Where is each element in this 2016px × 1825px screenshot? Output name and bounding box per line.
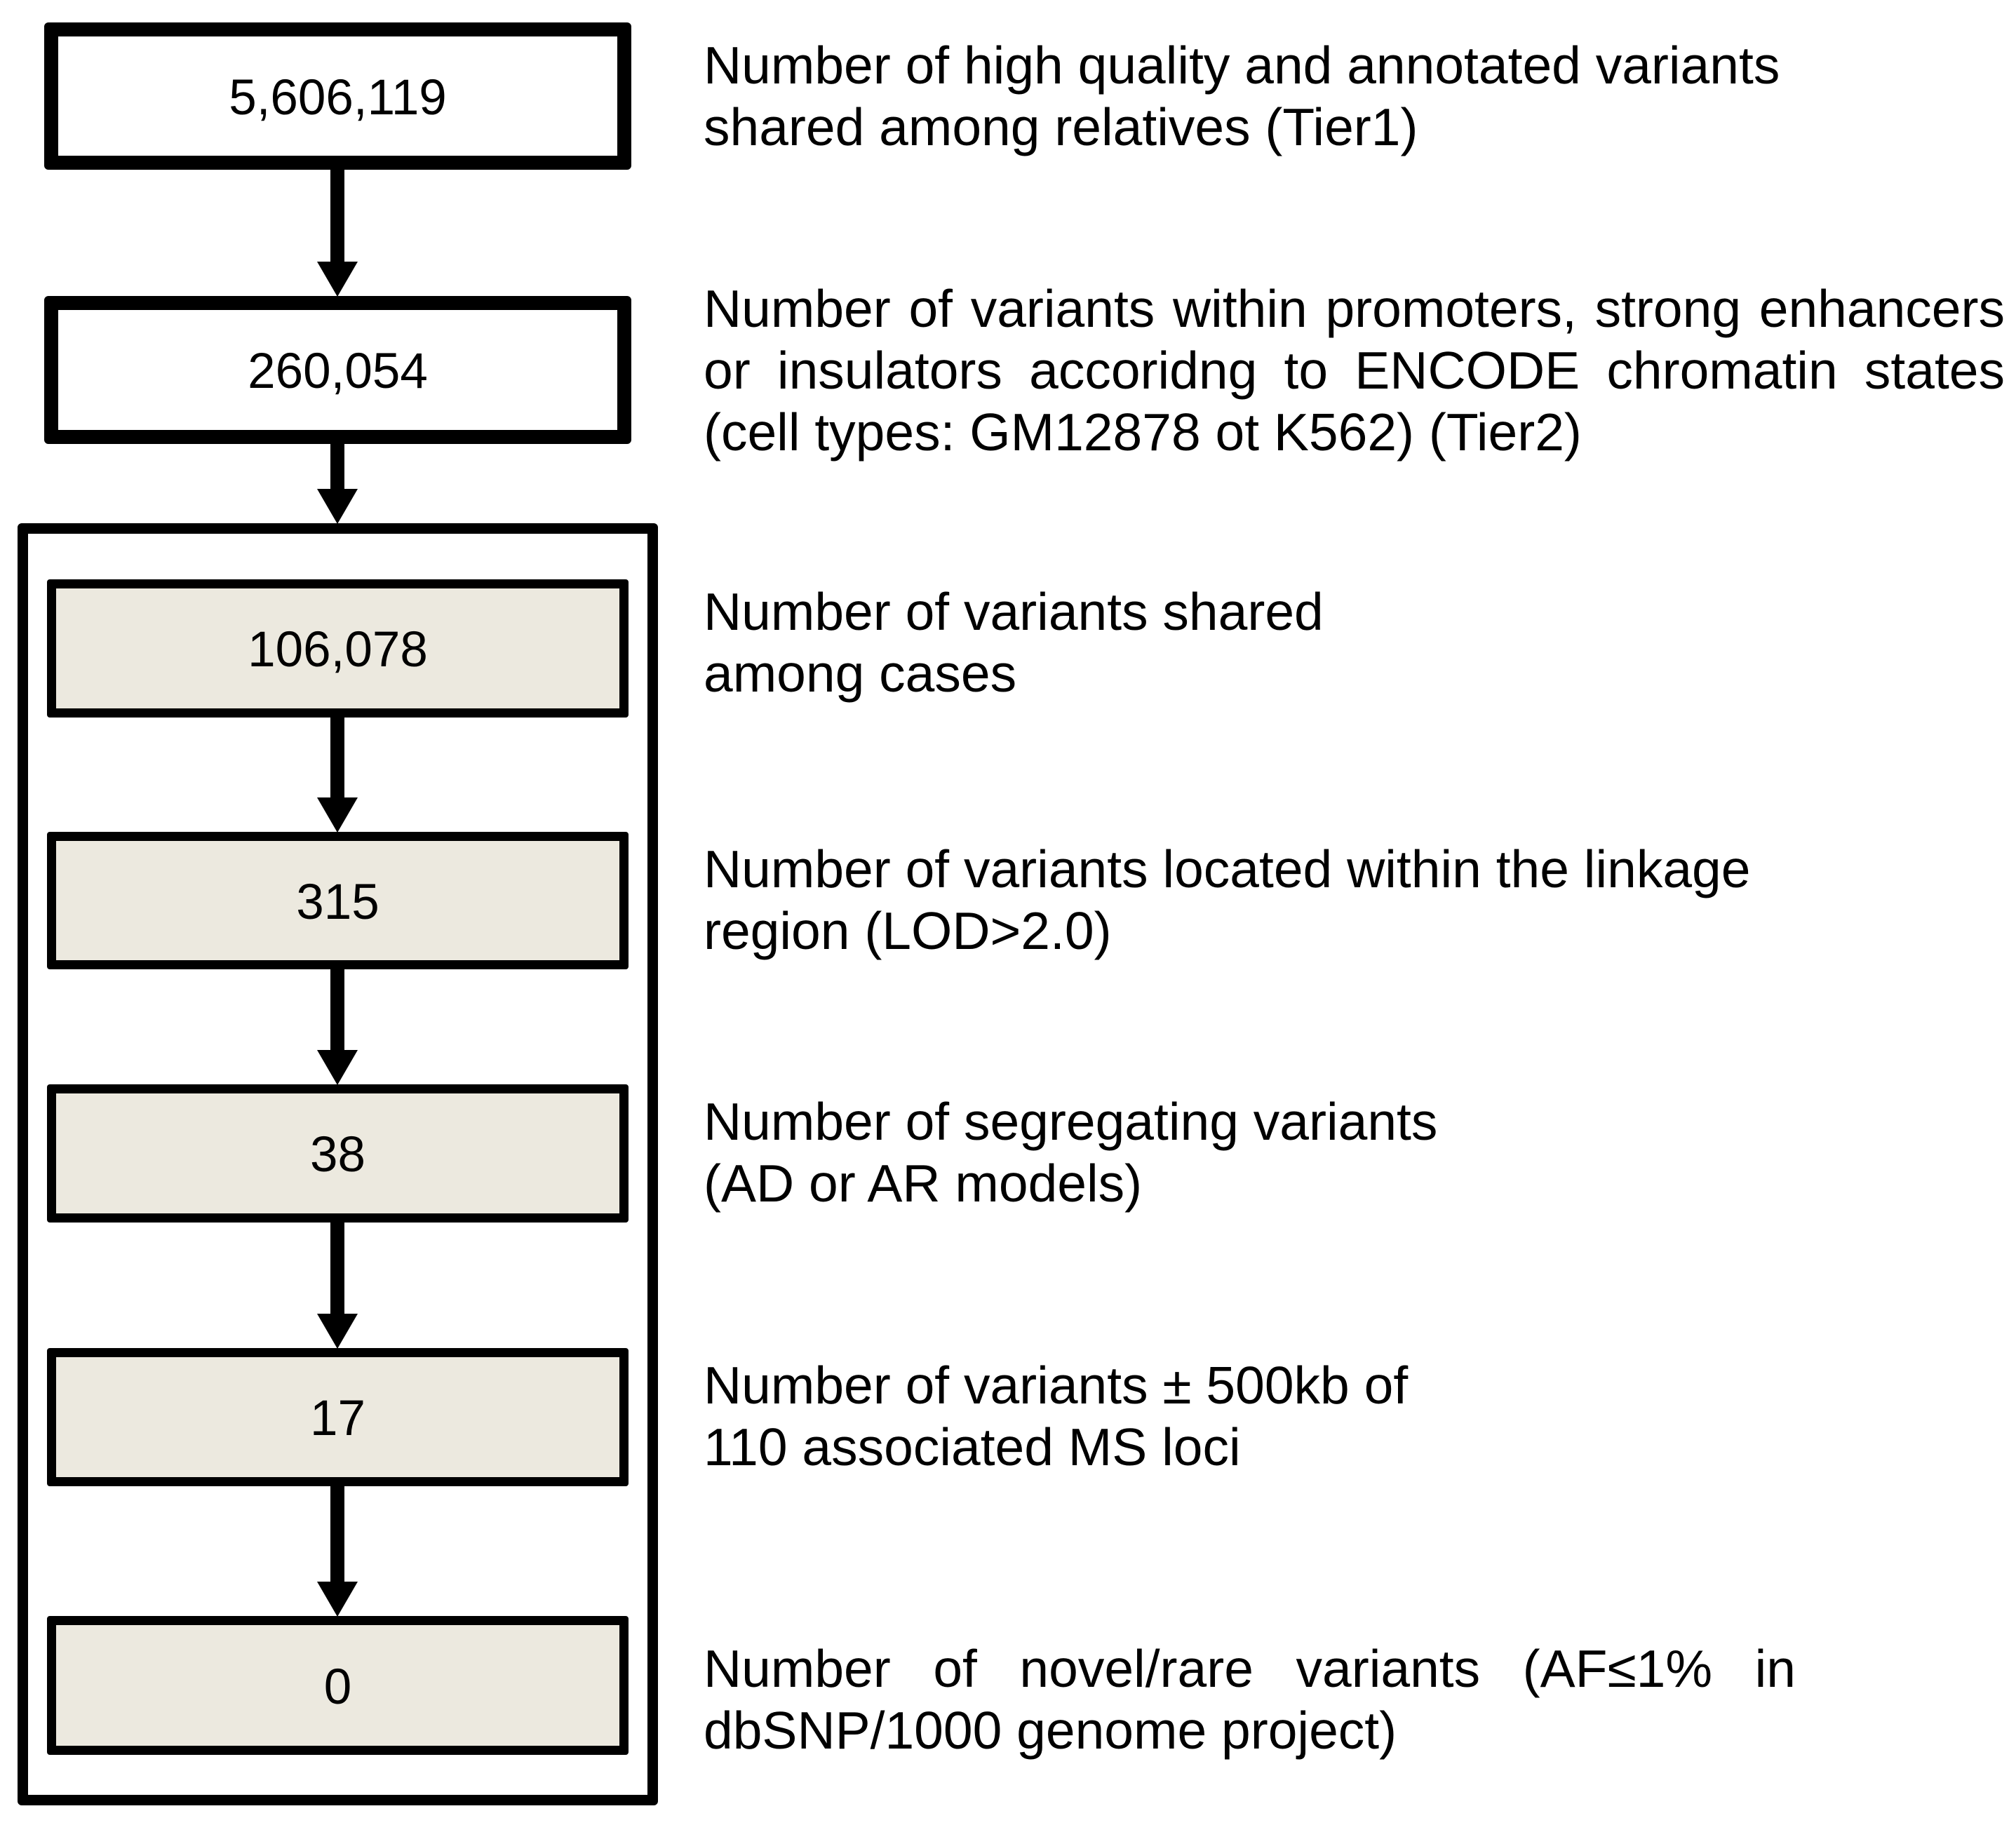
step-value: 38	[310, 1127, 365, 1183]
description-line: Number of variants located within the linkage	[704, 840, 1751, 898]
step-value: 17	[310, 1391, 365, 1446]
description-line: (cell types: GM12878 ot K562) (Tier2)	[704, 403, 1582, 462]
description-line: 110 associated MS loci	[704, 1417, 1241, 1476]
description-line: Number of variants ± 500kb of	[704, 1356, 1409, 1415]
flow-box-tier2	[44, 296, 631, 444]
down-arrow-icon	[317, 717, 358, 833]
description-line: region (LOD>2.0)	[704, 901, 1112, 960]
step-value: 106,078	[248, 622, 428, 678]
description-line: Number of segregating variants	[704, 1092, 1438, 1151]
description-line: dbSNP/1000 genome project)	[704, 1701, 1397, 1760]
step-description-novel-rare	[704, 1638, 1796, 1761]
flow-box-linkage-region	[47, 832, 629, 969]
step-description-tier2	[704, 278, 2005, 463]
step-description-ms-loci	[704, 1354, 1408, 1478]
description-line: or insulators accoridng to ENCODE chromatin states	[704, 341, 2005, 400]
description-line: Number of novel/rare variants (AF≤1% in	[704, 1639, 1796, 1698]
description-line: shared among relatives (Tier1)	[704, 97, 1418, 156]
down-arrow-icon	[317, 1486, 358, 1617]
step-value: 315	[296, 874, 379, 930]
step-value: 0	[323, 1659, 352, 1715]
flow-box-shared-cases	[47, 579, 629, 718]
step-description-segregating	[704, 1091, 1437, 1214]
description-line: among cases	[704, 644, 1017, 703]
description-line: (AD or AR models)	[704, 1154, 1143, 1213]
description-line: Number of high quality and annotated variants	[704, 36, 1780, 95]
step-value: 260,054	[248, 344, 428, 399]
step-description-shared-cases	[704, 581, 1324, 704]
step-description-linkage-region	[704, 838, 1750, 962]
description-line: Number of variants within promoters, strong enhancers	[704, 279, 2005, 338]
down-arrow-icon	[317, 169, 358, 297]
description-line: Number of variants shared	[704, 582, 1324, 641]
step-value: 5,606,119	[229, 69, 447, 126]
step-description-tier1	[704, 34, 1780, 158]
flow-box-tier1	[44, 22, 631, 170]
down-arrow-icon	[317, 969, 358, 1085]
down-arrow-icon	[317, 1222, 358, 1349]
down-arrow-icon	[317, 443, 358, 524]
flow-box-segregating	[47, 1084, 629, 1223]
flow-box-novel-rare	[47, 1616, 629, 1755]
flow-box-ms-loci	[47, 1348, 629, 1486]
